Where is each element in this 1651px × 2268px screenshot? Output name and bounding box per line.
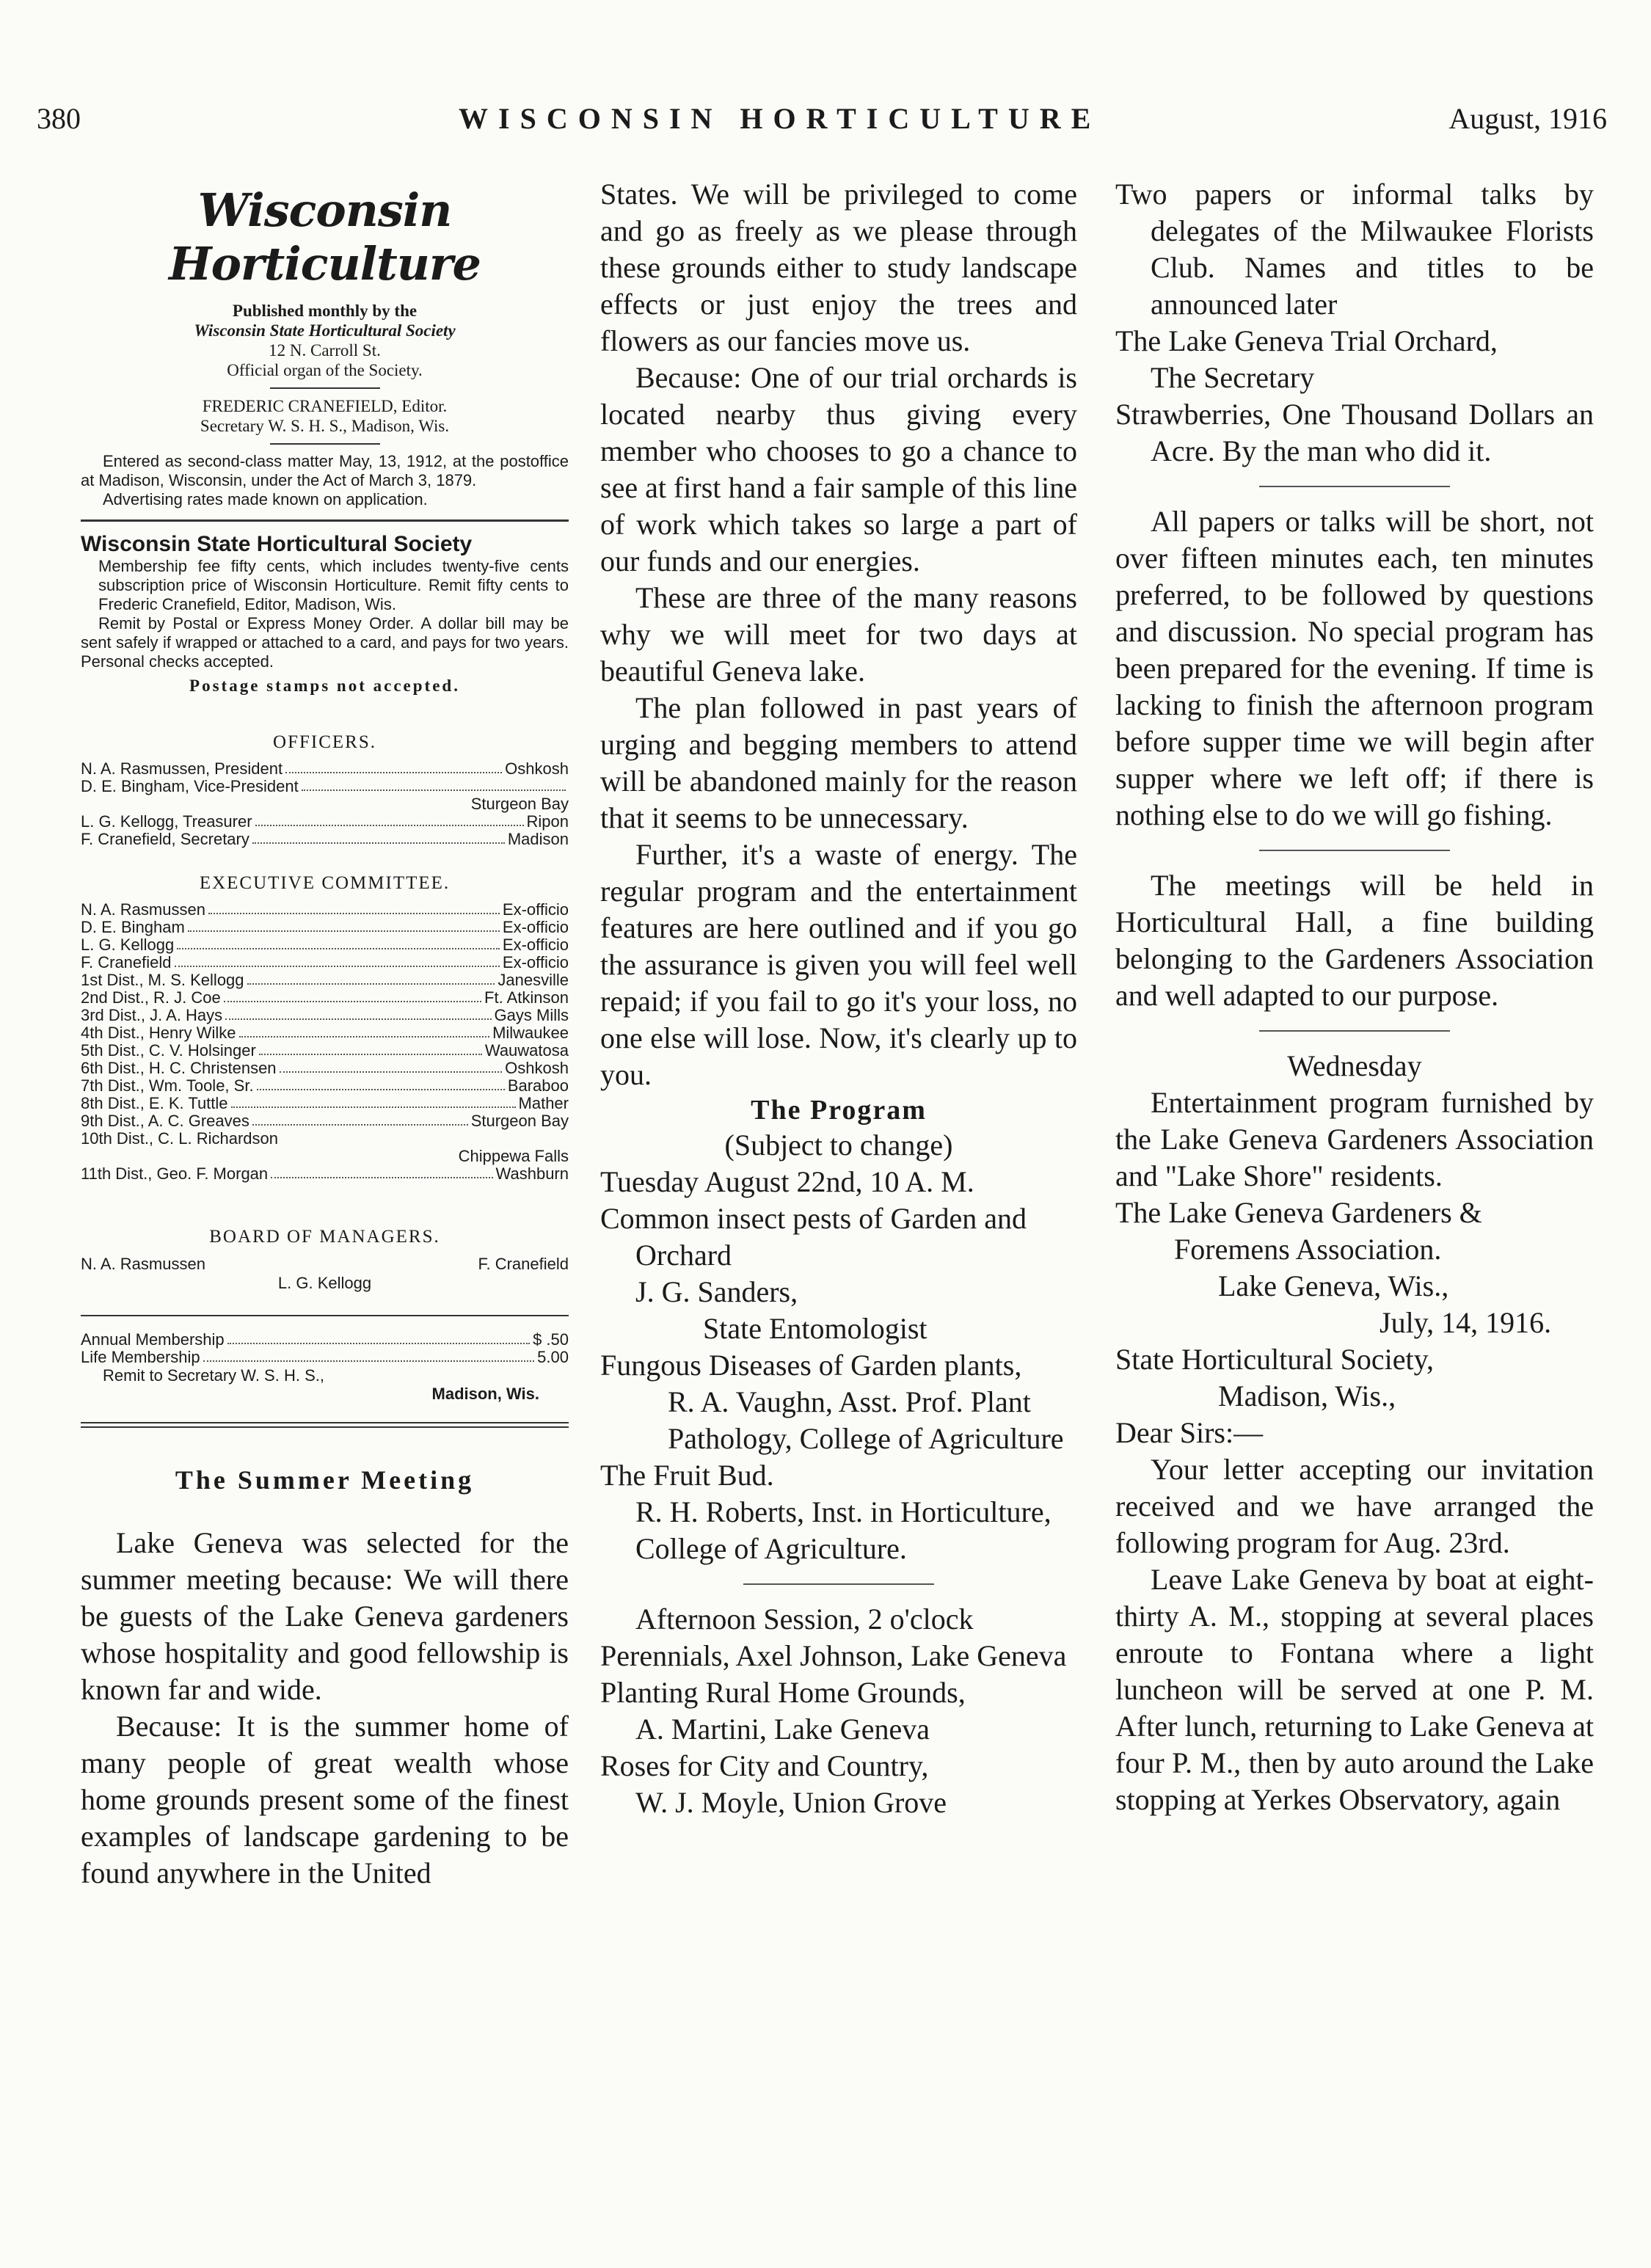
letter-recipient: State Horticultural Society, xyxy=(1115,1343,1434,1376)
column-left xyxy=(81,176,569,1892)
executive-row: 2nd Dist., R. J. Coe Ft. Atkinson xyxy=(81,988,569,1007)
letter-place: Lake Geneva, Wis., xyxy=(1218,1269,1449,1302)
officer-row: N. A. Rasmussen, President Oshkosh xyxy=(81,759,569,778)
program-item: Roses for City and Country, xyxy=(600,1749,929,1782)
program-item: Perennials, Axel Johnson, Lake Geneva xyxy=(600,1639,1067,1672)
officer-row: L. G. Kellogg, Treasurer Ripon xyxy=(81,812,569,831)
fee-remit-place: Madison, Wis. xyxy=(431,1385,539,1403)
body-paragraph: States. We will be privileged to come and go as freely as we please through these grounds either to study landscape effects or just enjoy the trees and flowers as our fancies move us. xyxy=(600,178,1077,357)
executive-row: 4th Dist., Henry Wilke Milwaukee xyxy=(81,1024,569,1042)
executive-row: D. E. Bingham Ex-officio xyxy=(81,918,569,936)
fee-row: Life Membership 5.00 xyxy=(81,1348,569,1366)
body-paragraph: Because: One of our trial orchards is located nearby thus giving every member who chooses to go a chance to see at first hand a fair sample of this line of work which takes so large a part of our funds and our energies. xyxy=(600,361,1077,577)
program-speaker: R. A. Vaughn, Asst. Prof. Plant Pathology, College of Agriculture xyxy=(668,1385,1064,1455)
letter-paragraph: Your letter accepting our invitation received and we have arranged the following program for Aug. 23rd. xyxy=(1115,1453,1594,1559)
board-member: N. A. Rasmussen xyxy=(81,1255,205,1273)
program-speaker: J. G. Sanders, xyxy=(635,1275,798,1308)
program-speaker: W. J. Moyle, Union Grove xyxy=(635,1786,947,1819)
board-row xyxy=(81,1255,569,1274)
summer-paragraph: Because: It is the summer home of many people of great wealth whose home grounds present some of the finest examples of landscape gardening to be found anywhere in the United xyxy=(81,1710,569,1889)
executive-row: F. Cranefield Ex-officio xyxy=(81,953,569,971)
executive-row: L. G. Kellogg Ex-officio xyxy=(81,936,569,954)
published-by: Published monthly by the xyxy=(232,302,418,320)
executive-row: 7th Dist., Wm. Toole, Sr. Baraboo xyxy=(81,1076,569,1095)
executive-row: 3rd Dist., J. A. Hays Gays Mills xyxy=(81,1006,569,1024)
page-number: 380 xyxy=(37,102,81,135)
executive-row: 6th Dist., H. C. Christensen Oshkosh xyxy=(81,1059,569,1077)
board-member: F. Cranefield xyxy=(478,1255,569,1273)
program-item: Strawberries, One Thousand Dollars an Acre. By the man who did it. xyxy=(1115,398,1594,467)
executive-place: Chippewa Falls xyxy=(458,1147,569,1165)
executive-row: 11th Dist., Geo. F. Morgan Washburn xyxy=(81,1164,569,1183)
entertainment-text: Entertainment program furnished by the Lake Geneva Gardeners Association and "Lake Shore" residents. xyxy=(1115,1086,1594,1192)
entry-notice: Entered as second-class matter May, 13, 1912, at the postoffice at Madison, Wisconsin, under the Act of March 3, 1879. xyxy=(81,452,569,489)
fee-row: Annual Membership $ .50 xyxy=(81,1330,569,1349)
executive-row: 8th Dist., E. K. Tuttle Mather xyxy=(81,1094,569,1112)
running-header xyxy=(37,101,1607,145)
divider xyxy=(1259,850,1450,851)
masthead-official: Official organ of the Society. xyxy=(227,361,423,379)
divider xyxy=(1259,1030,1450,1032)
journal-title: WISCONSIN HORTICULTURE xyxy=(459,102,1101,135)
divider xyxy=(270,443,380,445)
advertising-notice: Advertising rates made known on application. xyxy=(103,490,428,508)
officer-place: Sturgeon Bay xyxy=(470,795,569,813)
masthead-secretary: Secretary W. S. H. S., Madison, Wis. xyxy=(200,417,450,435)
membership-text: Membership fee fifty cents, which includes twenty-five cents subscription price of Wisconsin Horticulture. Remit fifty cents to Frederic Cranefield, Editor, Madison, Wis. xyxy=(98,557,569,613)
executive-row: 9th Dist., A. C. Greaves Sturgeon Bay xyxy=(81,1112,569,1130)
column-middle xyxy=(600,176,1077,1821)
program-title: The Program xyxy=(751,1095,927,1126)
executive-row: 10th Dist., C. L. Richardson xyxy=(81,1129,279,1148)
masthead-editor: FREDERIC CRANEFIELD, Editor. xyxy=(202,397,448,415)
program-speaker: The Secretary xyxy=(1151,361,1315,394)
executive-heading: EXECUTIVE COMMITTEE. xyxy=(199,873,451,893)
letter-paragraph: Leave Lake Geneva by boat at eight-thirty A. M., stopping at several places enroute to Fontana where a light luncheon will be served at one P. M. After lunch, returning to Lake Geneva at four P. M., then by auto around the Lake stopping at Yerkes Observatory, again xyxy=(1115,1563,1594,1816)
fee-remit: Remit to Secretary W. S. H. S., xyxy=(103,1366,324,1385)
officers-heading: OFFICERS. xyxy=(273,732,376,752)
program-item: The Fruit Bud. xyxy=(600,1459,774,1492)
letter-salutation: Dear Sirs:— xyxy=(1115,1416,1264,1449)
society-heading: Wisconsin State Horticultural Society xyxy=(81,532,473,556)
masthead-address: 12 N. Carroll St. xyxy=(269,341,381,360)
program-speaker-title: State Entomologist xyxy=(703,1312,927,1345)
body-paragraph: The plan followed in past years of urging and begging members to attend will be abandoned mainly for the reason that it seems to be unnecessary. xyxy=(600,691,1077,834)
executive-row: 1st Dist., M. S. Kellogg Janesville xyxy=(81,971,569,989)
summer-meeting-title: The Summer Meeting xyxy=(175,1465,475,1495)
board-member: L. G. Kellogg xyxy=(277,1274,372,1292)
program-subtitle: (Subject to change) xyxy=(724,1128,953,1162)
program-item: Common insect pests of Garden and Orchard xyxy=(600,1202,1027,1272)
officer-row: F. Cranefield, Secretary Madison xyxy=(81,830,569,848)
program-speaker: A. Martini, Lake Geneva xyxy=(635,1713,930,1746)
program-item: Two papers or informal talks by delegates of the Milwaukee Florists Club. Names and titles to be announced later xyxy=(1115,178,1594,321)
program-speaker: R. H. Roberts, Inst. in Horticulture, College of Agriculture. xyxy=(635,1495,1052,1565)
officer-row: D. E. Bingham, Vice-President xyxy=(81,778,569,795)
executive-row: 5th Dist., C. V. Holsinger Wauwatosa xyxy=(81,1041,569,1060)
program-item: The Lake Geneva Trial Orchard, xyxy=(1115,324,1498,357)
divider xyxy=(81,1315,569,1316)
board-heading: BOARD OF MANAGERS. xyxy=(209,1227,440,1247)
letter-date: July, 14, 1916. xyxy=(1380,1306,1552,1339)
body-paragraph: Further, it's a waste of energy. The regular program and the entertainment features are here outlined and if you go the assurance is given you will feel well repaid; if you fail to go it's your loss, no one else will lose. Now, it's clearly up to you. xyxy=(600,838,1077,1091)
divider xyxy=(1259,486,1450,487)
letter-recipient: Madison, Wis., xyxy=(1218,1379,1396,1412)
letter-sender: Foremens Association. xyxy=(1174,1233,1442,1266)
executive-row: N. A. Rasmussen Ex-officio xyxy=(81,900,569,919)
remit-text: Remit by Postal or Express Money Order. A dollar bill may be sent safely if wrapped or attached to a card, and pays for two years. Personal checks accepted. xyxy=(81,614,569,671)
double-divider xyxy=(81,1422,569,1428)
program-day: Tuesday August 22nd, 10 A. M. xyxy=(600,1165,974,1198)
divider xyxy=(743,1583,934,1585)
divider xyxy=(81,519,569,522)
masthead-society: Wisconsin State Horticultural Society xyxy=(194,321,456,340)
postage-notice: Postage stamps not accepted. xyxy=(189,677,460,695)
summer-paragraph: Lake Geneva was selected for the summer meeting because: We will there be guests of the Lake Geneva gardeners whose hospitality and good fellowship is known far and wide. xyxy=(81,1526,569,1706)
program-item: Planting Rural Home Grounds, xyxy=(600,1676,966,1709)
column-right xyxy=(1115,176,1594,1818)
body-paragraph: These are three of the many reasons why we will meet for two days at beautiful Geneva lake. xyxy=(600,581,1077,688)
divider xyxy=(270,387,380,389)
program-session: Afternoon Session, 2 o'clock xyxy=(635,1602,974,1636)
masthead-title: Wisconsin Horticulture xyxy=(169,183,481,291)
program-day: Wednesday xyxy=(1287,1049,1422,1082)
letter-sender: The Lake Geneva Gardeners & xyxy=(1115,1196,1482,1229)
body-paragraph: The meetings will be held in Horticultural Hall, a fine building belonging to the Gardeners Association and well adapted to our purpose. xyxy=(1115,869,1594,1012)
body-paragraph: All papers or talks will be short, not over fifteen minutes each, ten minutes preferred, to be followed by questions and discussion. No special program has been prepared for the evening. If time is lacking to finish the afternoon program before supper time we will begin after supper where we left off; if there is nothing else to do we will go fishing. xyxy=(1115,505,1594,831)
issue-date: August, 1916 xyxy=(1448,102,1607,135)
program-item: Fungous Diseases of Garden plants, xyxy=(600,1349,1022,1382)
